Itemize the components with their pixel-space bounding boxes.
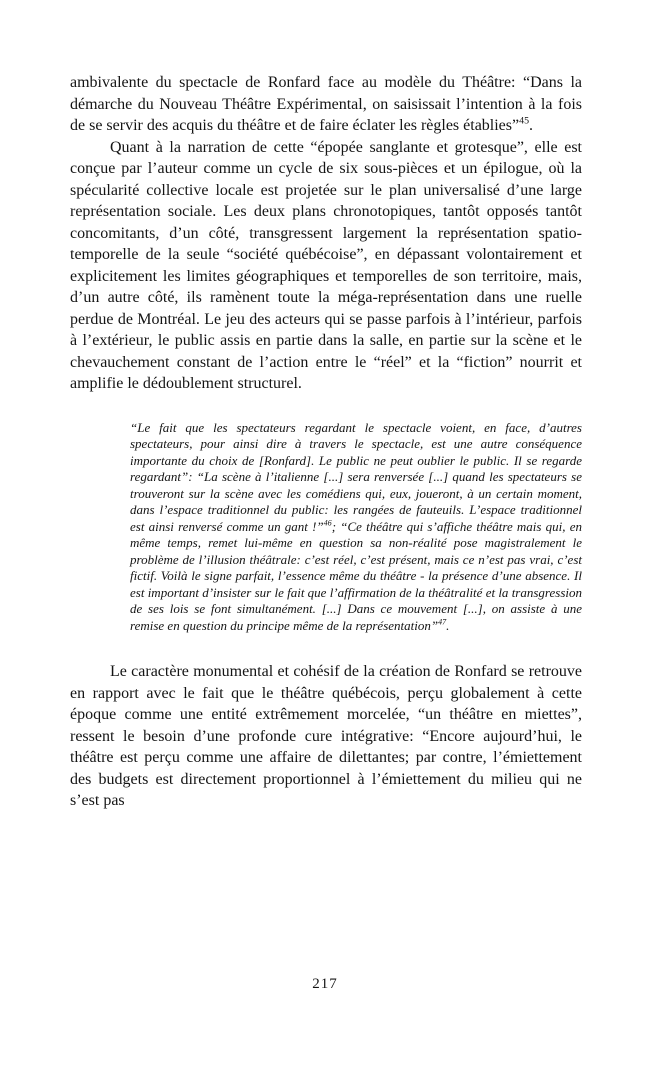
paragraph: ambivalente du spectacle de Ronfard face au modèle du Théâtre: “Dans la démarche du Nouveau Théâtre Expérimental, on saisissait l’intention à la fois de se servir des acquis du théâtre et de faire éclater les règles établies”$^{45}$.: [70, 74, 582, 134]
paragraph: Le caractère monumental et cohésif de la création de Ronfard se retrouve en rapport avec le fait que le théâtre québécois, perçu globalement à cette époque comme une entité extrêmement morcelée, “un théâtre en miettes”, ressent le besoin d’une profonde cure intégrative: “Encore aujourd’hui, le théâtre est perçu comme une affaire de dilettantes; par contre, l’émiettement des budgets est directement proportionnel à l’émiettement du milieu qui ne s’est pas: [70, 663, 582, 809]
text-column: [70, 72, 582, 812]
footnote-marker: 47: [438, 617, 447, 627]
footnote-marker: 46: [323, 518, 332, 528]
paragraph: Quant à la narration de cette “épopée sanglante et grotesque”, elle est conçue par l’auteur comme un cycle de six sous-pièces et un épilogue, où la spécularité collective locale est projetée sur le plan universalisé d’une large représentation sociale. Les deux plans chronotopiques, tantôt opposés tantôt concomitants, d’un côté, transgressent largement la représentation spatio-temporelle de la seule “société québécoise”, en dépassant volontairement et explicitement les limites géographiques et temporelles de son territoire, mais, d’un autre côté, ils ramènent toute la méga-représentation dans une ruelle perdue de Montréal. Le jeu des acteurs qui se passe parfois à l’intérieur, parfois à l’extérieur, le public assis en partie dans la salle, en partie sur la scène et le chevauchement constant de l’action entre le “réel” et la “fiction” nourrit et amplifie le dédoublement structurel.: [70, 138, 582, 392]
block-quote: “Le fait que les spectateurs regardant le spectacle voient, en face, d’autres spectateurs, pour ainsi dire à travers le spectacle, est une autre conséquence importante du choix de [Ronfard]. Le public ne peut oublier le public. Il se regarde regardant”: “La scène à l’italienne [...] sera renversée [...] quand les spectateurs se trouveront sur la scène avec les comédiens qui, eux, joueront, à un certain moment, dans l’espace traditionnel du public: les rangées de fauteuils. L’espace traditionnel est ainsi renversé comme un gant !”$^{46}$; “Ce théâtre qui s’affiche théâtre mais qui, en même temps, remet lui-même en question sa non-réalité pose magistralement le problème de l’illusion théâtrale: c’est réel, c’est présent, mais ce n’est pas vrai, c’est fictif. Voilà le signe parfait, l’essence même du théâtre - la présence d’une absence. Il est important d’insister sur le fait que l’affirmation de la théâtralité et la transgression de ses lois se font simultanément. [...] Dans ce mouvement [...], on assiste à une remise en question du principe même de la représentation”$^{47}$.: [130, 419, 582, 633]
footnote-marker: 45: [519, 115, 530, 127]
page-number: 217: [312, 976, 338, 992]
